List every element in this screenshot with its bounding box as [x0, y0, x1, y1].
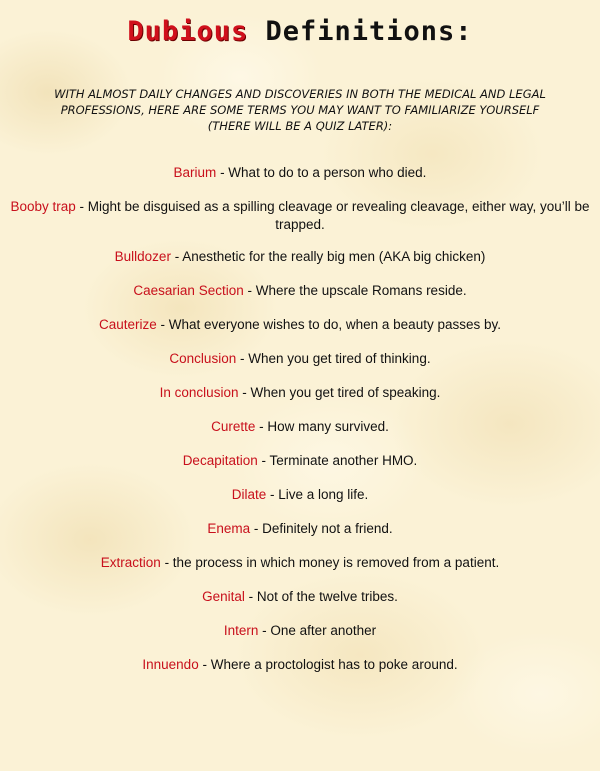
definition-text: - What to do to a person who died. [216, 165, 427, 180]
definition-term: Booby trap [10, 199, 76, 214]
definition-term: Cauterize [99, 317, 157, 332]
definition-term: Dilate [231, 487, 267, 502]
intro-paragraph: WITH ALMOST DAILY CHANGES AND DISCOVERIES IN BOTH THE MEDICAL AND LEGAL PROFESSIONS, HERE ARE SOME TERMS YOU MAY WANT TO FAMILIARIZE YOURSELF (THERE WILL BE A QUIZ LATER): [54, 87, 546, 133]
page-title [0, 16, 600, 47]
definition-entry [10, 452, 590, 470]
definition-term: Caesarian Section [133, 283, 244, 298]
definition-term: Intern [223, 623, 259, 638]
definition-term: Curette [211, 419, 256, 434]
definition-text: - Anesthetic for the really big men (AKA big chicken) [170, 249, 486, 264]
definition-term: Decapitation [182, 453, 258, 468]
definition-entry [10, 384, 590, 402]
definition-entry [10, 316, 590, 334]
definition-term: Conclusion [169, 351, 237, 366]
definition-text: - One after another [258, 623, 377, 638]
definition-entry [10, 520, 590, 538]
definition-entry [10, 198, 590, 234]
definition-text: - Might be disguised as a spilling cleavage or revealing cleavage, either way, you’ll be trapped. [75, 199, 590, 232]
definition-entry [10, 418, 590, 436]
definition-entry [10, 248, 590, 266]
definition-term: Bulldozer [114, 249, 171, 264]
definition-text: - When you get tired of thinking. [236, 351, 431, 366]
definition-entry [10, 282, 590, 300]
title-red-word: Dubious [127, 16, 249, 47]
title-black-word: Definitions: [265, 16, 473, 47]
definition-term: Barium [173, 165, 217, 180]
definition-entry [10, 486, 590, 504]
definition-term: Enema [207, 521, 251, 536]
definition-term: Innuendo [142, 657, 199, 672]
definition-entry [10, 554, 590, 572]
definition-entry [10, 164, 590, 182]
definition-text: - Definitely not a friend. [250, 521, 393, 536]
definition-term: In conclusion [159, 385, 239, 400]
definition-entry [10, 588, 590, 606]
definition-text: - When you get tired of speaking. [238, 385, 441, 400]
definition-entry [10, 350, 590, 368]
definition-text: - Live a long life. [266, 487, 369, 502]
definition-text: - Where the upscale Romans reside. [243, 283, 467, 298]
definition-entry [10, 622, 590, 640]
definition-entry [10, 656, 590, 674]
definition-text: - the process in which money is removed from a patient. [160, 555, 500, 570]
definition-text: - Where a proctologist has to poke around. [198, 657, 458, 672]
definition-term: Genital [202, 589, 245, 604]
definition-text: - How many survived. [255, 419, 389, 434]
definition-term: Extraction [100, 555, 161, 570]
definitions-list [10, 164, 590, 690]
definition-text: - Not of the twelve tribes. [244, 589, 398, 604]
definition-text: - What everyone wishes to do, when a beauty passes by. [156, 317, 501, 332]
definition-text: - Terminate another HMO. [257, 453, 418, 468]
